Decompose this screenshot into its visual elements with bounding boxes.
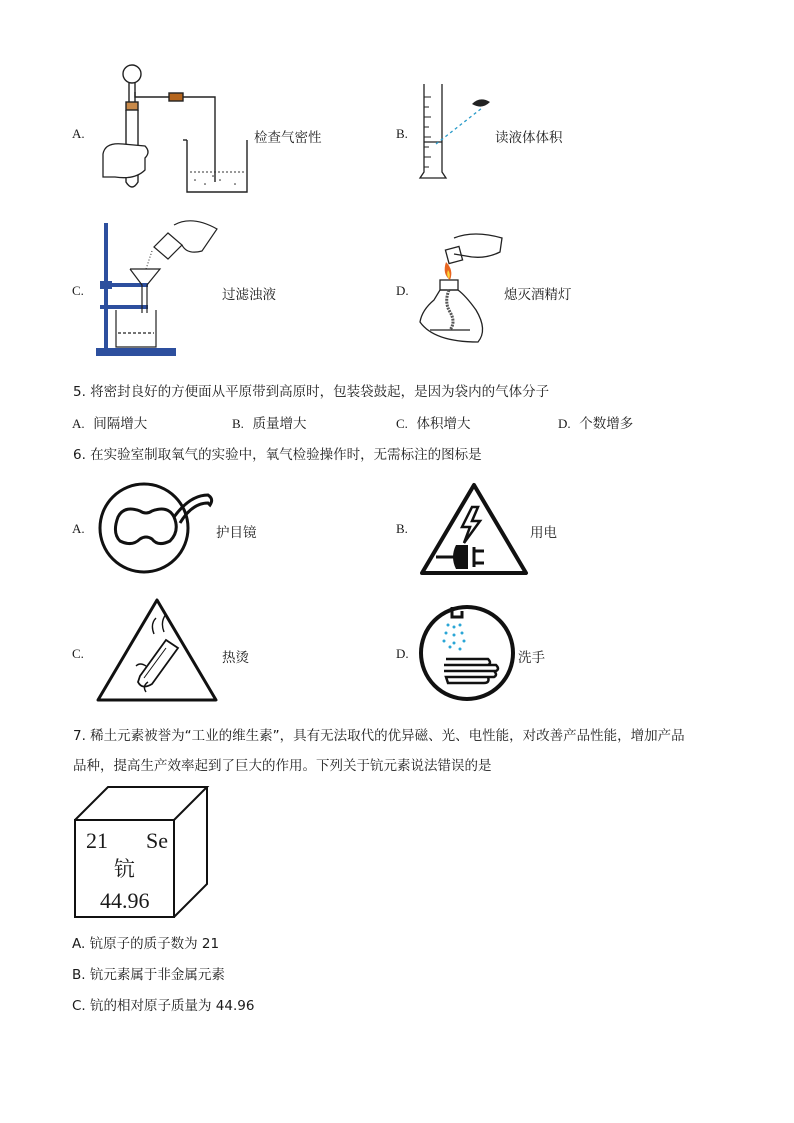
- q5-option-c[interactable]: C. 体积增大: [396, 416, 471, 432]
- element-symbol: Se: [146, 828, 168, 853]
- option-caption: 读液体体积: [495, 130, 563, 146]
- option-letter: A.: [72, 521, 85, 536]
- option-letter: A.: [72, 126, 85, 141]
- option-letter: B.: [396, 126, 408, 141]
- q7-option-b[interactable]: B. 钪元素属于非金属元素: [72, 967, 225, 983]
- wash-hands-icon: [418, 603, 518, 703]
- option-letter: D.: [396, 283, 409, 298]
- q5-option-a[interactable]: A. 间隔增大: [72, 416, 148, 432]
- hot-surface-icon: [94, 596, 220, 704]
- element-atomic-mass: 44.96: [100, 888, 150, 913]
- electricity-icon: [418, 481, 530, 577]
- alcohol-lamp-extinguish-icon: [414, 230, 509, 348]
- element-atomic-number: 21: [86, 828, 108, 853]
- option-caption: 洗手: [518, 650, 545, 666]
- q5-stem: 5. 将密封良好的方便面从平原带到高原时，包装袋鼓起，是因为袋内的气体分子: [73, 384, 550, 400]
- airtightness-check-apparatus-icon: [95, 62, 255, 197]
- q5-option-d[interactable]: D. 个数增多: [558, 416, 634, 432]
- q6-stem: 6. 在实验室制取氧气的实验中，氧气检验操作时，无需标注的图标是: [73, 447, 482, 463]
- option-caption: 护目镜: [216, 525, 257, 541]
- q7-option-a[interactable]: A. 钪原子的质子数为 21: [72, 936, 220, 952]
- q5-option-b[interactable]: B. 质量增大: [232, 416, 307, 432]
- goggles-icon: [98, 481, 213, 576]
- option-caption: 热烫: [222, 650, 249, 666]
- option-letter: B.: [396, 521, 408, 536]
- q7-stem-line2: 品种，提高生产效率起到了巨大的作用。下列关于钪元素说法错误的是: [73, 758, 492, 774]
- filtration-apparatus-icon: [92, 215, 222, 360]
- option-caption: 熄灭酒精灯: [504, 287, 572, 303]
- q7-option-c[interactable]: C. 钪的相对原子质量为 44.96: [72, 998, 255, 1014]
- element-name: 钪: [114, 857, 135, 881]
- q7-stem-line1: 7. 稀土元素被誉为“工业的维生素”，具有无法取代的优异磁、光、电性能，对改善产品性能，增加产品: [73, 728, 685, 744]
- option-letter: D.: [396, 646, 409, 661]
- option-letter: C.: [72, 283, 84, 298]
- option-caption: 检查气密性: [254, 130, 322, 146]
- option-caption: 用电: [530, 525, 557, 541]
- option-caption: 过滤浊液: [222, 287, 276, 303]
- option-letter: C.: [72, 646, 84, 661]
- graduated-cylinder-reading-icon: [412, 82, 502, 182]
